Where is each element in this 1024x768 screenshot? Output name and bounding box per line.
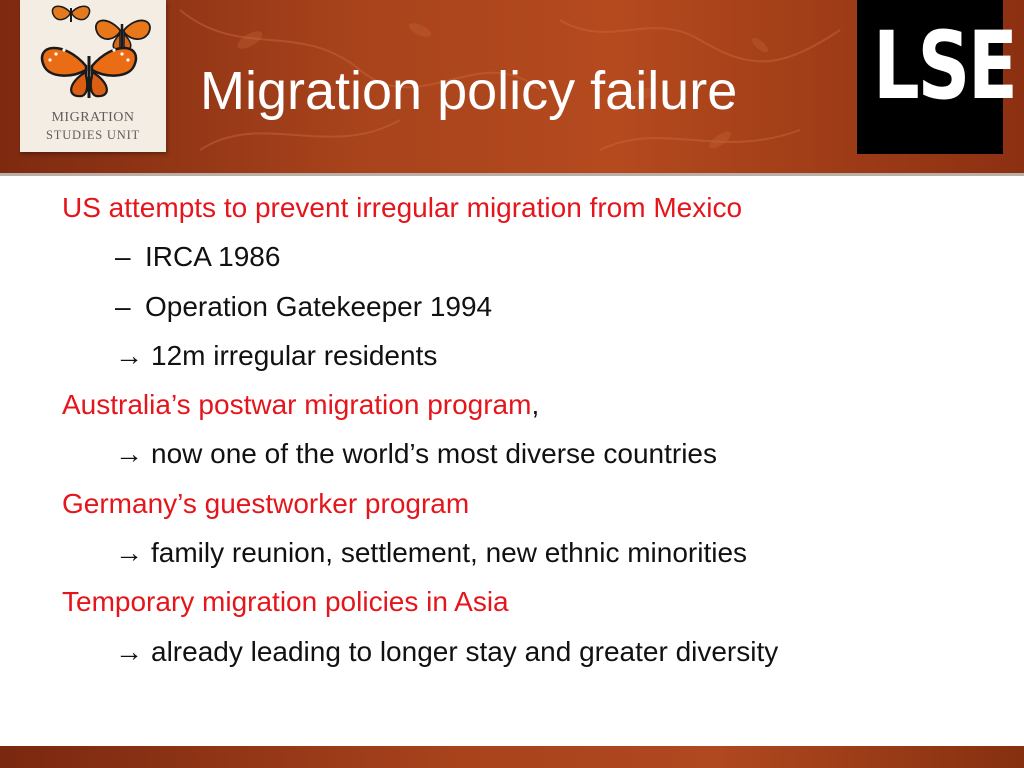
heading-text: Temporary migration policies in Asia (62, 586, 509, 618)
header-divider (0, 173, 1024, 176)
butterfly-small-top (52, 6, 89, 22)
sub-item-text: IRCA 1986 (145, 241, 281, 273)
slide-footer-band (0, 746, 1024, 768)
butterfly-icon (20, 0, 166, 110)
arrow-right-icon: → (115, 635, 143, 667)
sub-item-irca (62, 237, 1002, 286)
heading-asia (62, 582, 1002, 631)
migration-studies-unit-logo (20, 0, 166, 152)
logo-text-migration: MIGRATION (51, 110, 135, 125)
result-diverse-countries (62, 434, 1002, 483)
result-text: family reunion, settlement, new ethnic minorities (151, 537, 748, 569)
heading-text: Germany’s guestworker program (62, 487, 470, 519)
butterfly-medium (96, 20, 150, 49)
dash-bullet-icon: – (115, 290, 131, 322)
lse-logo (857, 0, 1016, 154)
result-text: already leading to longer stay and greater diversity (151, 635, 779, 667)
slide-header (0, 0, 1024, 173)
result-longer-stay (62, 632, 1002, 681)
lse-logo-text: LSE (873, 12, 1016, 121)
result-irregular-residents (62, 336, 1002, 385)
heading-germany (62, 484, 1002, 533)
heading-australia (62, 385, 1002, 434)
heading-us-attempts (62, 188, 1002, 237)
slide-body (62, 188, 1002, 681)
heading-text: Australia’s postwar migration program (62, 389, 532, 421)
slide-title: Migration policy failure (200, 61, 738, 121)
heading-trailing-comma: , (531, 389, 540, 421)
result-text: now one of the world’s most diverse countries (151, 438, 717, 470)
result-family-reunion (62, 533, 1002, 582)
butterfly-large (42, 48, 136, 98)
arrow-right-icon: → (115, 339, 143, 371)
heading-text: US attempts to prevent irregular migration from Mexico (62, 192, 743, 223)
logo-text-studies-unit: STUDIES UNIT (46, 128, 140, 142)
dash-bullet-icon: – (115, 241, 131, 273)
sub-item-text: Operation Gatekeeper 1994 (145, 290, 493, 322)
arrow-right-icon: → (115, 438, 143, 470)
arrow-right-icon: → (115, 537, 143, 569)
sub-item-gatekeeper (62, 287, 1002, 336)
result-text: 12m irregular residents (151, 339, 438, 371)
